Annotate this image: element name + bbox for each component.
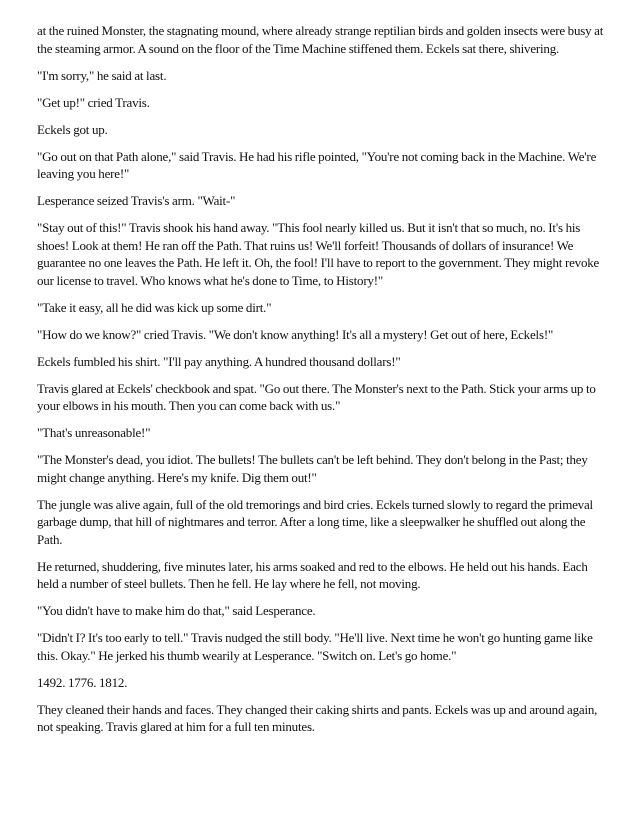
paragraph: "Take it easy, all he did was kick up some dirt." [37, 299, 272, 315]
paragraph: "You didn't have to make him do that," said Lesperance. [37, 603, 316, 618]
paragraph: "Stay out of this!" Travis shook his hand away. "This fool nearly killed us. But it isn't that so much, no. It's his shoes! Look at them! He ran off the Path. That ruins us! We'll forfeit! Thousands of dollars of insurance! We guarantee no one leaves the Path. He left it. Oh, the fool! I'll have to report to the government. They might revoke our license to travel. Who knows what he's done to Time, to History!" [37, 220, 600, 288]
paragraph: "Didn't I? It's too early to tell." Travis nudged the still body. "He'll live. Next time he won't go hunting game like this. Okay." He jerked his thumb wearily at Lesperance. "Switch on. Let's go home." [37, 630, 593, 663]
paragraph: "That's unreasonable!" [37, 425, 151, 440]
paragraph: He returned, shuddering, five minutes later, his arms soaked and red to the elbows. He held out his hands. Each held a number of steel bullets. Then he fell. He lay where he fell, not moving. [37, 558, 588, 591]
document-page [37, 22, 605, 745]
paragraph: at the ruined Monster, the stagnating mound, where already strange reptilian birds and golden insects were busy at the steaming armor. A sound on the floor of the Time Machine stiffened them. Eckels sat there, shivering. [37, 23, 604, 56]
paragraph: "How do we know?" cried Travis. "We don't know anything! It's all a mystery! Get out of here, Eckels!" [37, 326, 554, 342]
paragraph: Eckels fumbled his shirt. "I'll pay anything. A hundred thousand dollars!" [37, 353, 401, 369]
paragraph: Lesperance seized Travis's arm. "Wait-" [37, 193, 236, 208]
paragraph: The jungle was alive again, full of the old tremorings and bird cries. Eckels turned slowly to regard the primeval garbage dump, that hill of nightmares and terror. After a long time, like a sleepwalker he shuffled out along the Path. [37, 496, 593, 547]
paragraph: Travis glared at Eckels' checkbook and spat. "Go out there. The Monster's next to the Path. Stick your arms up to your elbows in his mouth. Then you can come back with us." [37, 380, 596, 413]
paragraph: "Go out on that Path alone," said Travis. He had his rifle pointed, "You're not coming back in the Machine. We're leaving you here!" [37, 148, 597, 181]
paragraph: "I'm sorry," he said at last. [37, 67, 167, 83]
paragraph: "The Monster's dead, you idiot. The bullets! The bullets can't be left behind. They don't belong in the Past; they might change anything. Here's my knife. Dig them out!" [37, 452, 588, 485]
paragraph: 1492. 1776. 1812. [37, 674, 128, 690]
paragraph: They cleaned their hands and faces. They changed their caking shirts and pants. Eckels was up and around again, not speaking. Travis glared at him for a full ten minutes. [37, 701, 598, 734]
paragraph: "Get up!" cried Travis. [37, 94, 150, 110]
paragraph: Eckels got up. [37, 121, 108, 137]
